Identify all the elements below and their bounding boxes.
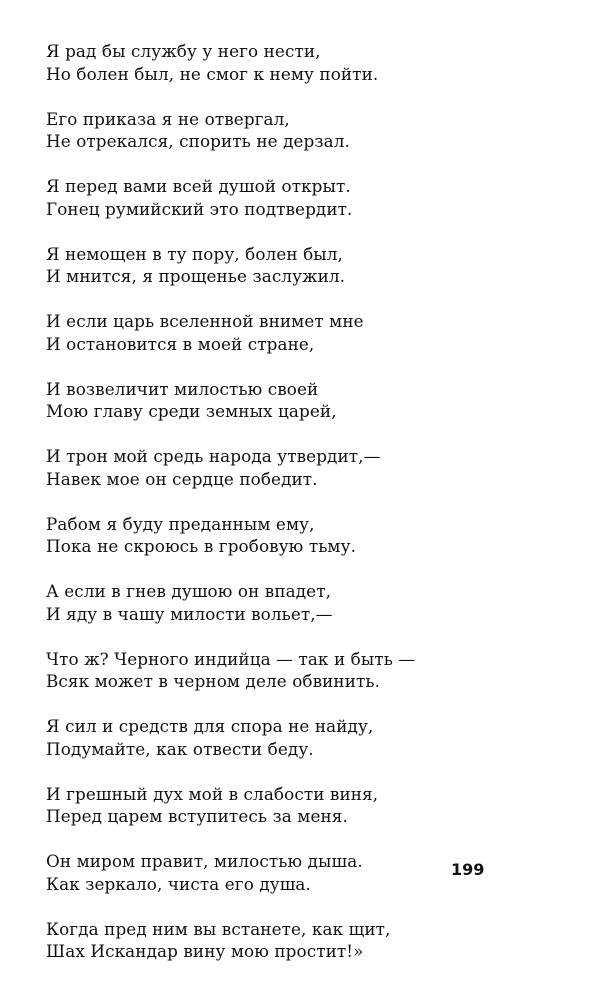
poem-line: Не отрекался, спорить не дерзал. [46,131,350,151]
poem-line: Перед царем вступитесь за меня. [46,806,348,826]
poem-line: И грешный дух мой в слабости виня, [46,783,379,804]
poem-line: Что ж? Черного индийца — так и быть — [46,648,416,669]
poem-line: Навек мое он сердце победит. [46,468,318,489]
stanza-6 [46,378,566,423]
poem-line: А если в гнев душою он впадет, [46,581,332,601]
poem-line: И остановится в моей стране, [46,333,315,354]
stanza-8 [46,513,566,558]
stanza-13 [46,850,566,895]
poem-line: Когда пред ним вы встанете, как щит, [46,918,391,939]
poem-line: Рабом я буду преданным ему, [46,513,315,534]
stanza-12 [46,783,566,828]
poem-line: Его приказа я не отвергал, [46,108,290,129]
stanza-5 [46,310,566,355]
poem-line: Мою главу среди земных царей, [46,401,337,421]
poem-line: Пока не скроюсь в гробовую тьму. [46,536,356,556]
poem-line: Я сил и средств для спора не найду, [46,716,374,736]
stanza-10 [46,648,566,693]
poem-line: Я рад бы службу у него нести, [46,41,321,61]
poem-line: Как зеркало, чиста его душа. [46,873,311,894]
stanza-1 [46,40,566,85]
stanza-4 [46,243,566,288]
stanza-11 [46,715,566,760]
poem-line: И если царь вселенной внимет мне [46,311,364,331]
poem-line: Всяк может в черном деле обвинить. [46,671,381,691]
poem-line: Подумайте, как отвести беду. [46,738,314,759]
poem-line: И трон мой средь народа утвердит,— [46,446,381,466]
stanza-3 [46,175,566,220]
poem-line: Шах Искандар вину мою простит!» [46,941,364,961]
stanza-9 [46,580,566,625]
poem-line: И яду в чашу милости вольет,— [46,603,333,624]
stanza-14 [46,918,566,963]
poem-line: Гонец румийский это подтвердит. [46,198,353,219]
poem-line: И возвеличит милостью своей [46,378,319,399]
poem-text [46,40,566,985]
poem-line: Я немощен в ту пору, болен был, [46,243,343,264]
poem-line: Но болен был, не смог к нему пойти. [46,63,379,84]
stanza-7 [46,445,566,490]
page-number: 199 [451,860,485,879]
stanza-2 [46,108,566,153]
poem-line: Я перед вами всей душой открыт. [46,176,351,196]
poem-line: Он миром правит, милостью дыша. [46,851,363,871]
poem-line: И мнится, я прощенье заслужил. [46,266,346,286]
